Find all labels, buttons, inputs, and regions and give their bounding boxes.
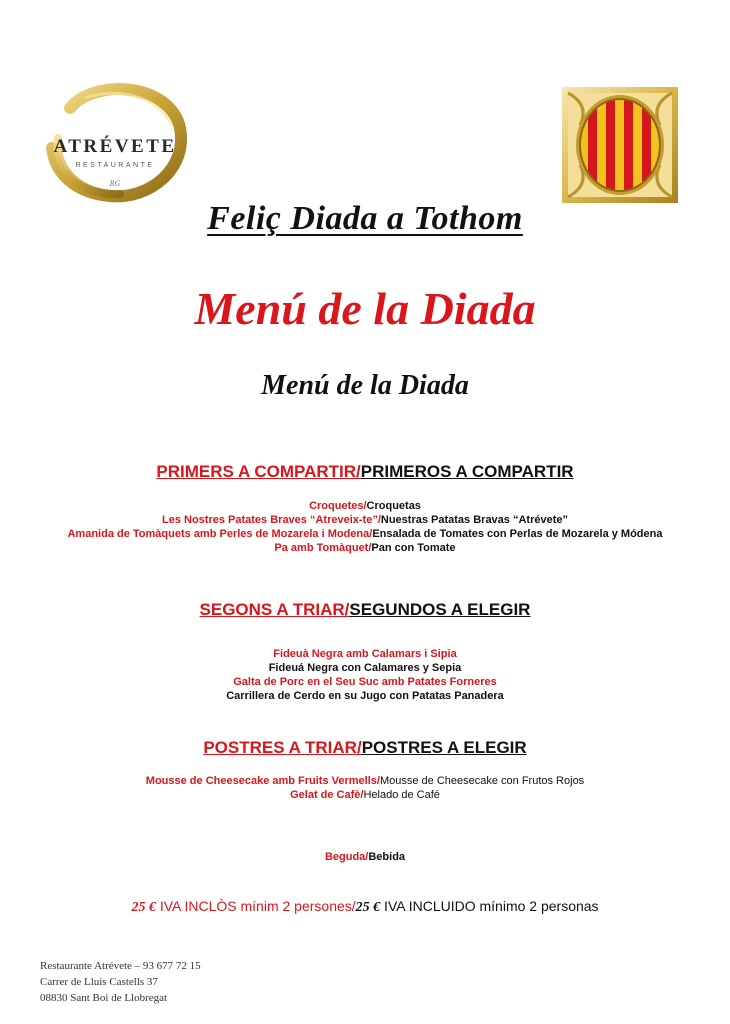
logo-monogram: RG (109, 179, 121, 188)
section-items-primers (0, 499, 730, 555)
menu-item: Fideuà Negra amb Calamars i Sipia (273, 648, 457, 660)
menu-item: Galta de Porc en el Seu Suc amb Patates Forneres (233, 676, 497, 688)
section-heading-postres (0, 738, 730, 758)
price-text-ca: IVA INCLÒS mínim 2 persones/ (155, 898, 356, 914)
menu-item: Carrillera de Cerdo en su Jugo con Patatas Panadera (226, 690, 504, 702)
logo-name: ATRÉVETE (53, 136, 177, 157)
section-heading-es: PRIMEROS A COMPARTIR (360, 462, 574, 481)
section-heading-ca: PRIMERS A COMPARTIR/ (156, 462, 361, 481)
senyera-shield-icon (560, 85, 680, 205)
menu-item: Fideuá Negra con Calamares y Sepia (268, 662, 462, 674)
footer-street-line: Carrer de Lluís Castells 37 (40, 976, 158, 988)
section-items-postres (0, 774, 730, 802)
drink-line: Beguda/Bebida (324, 851, 406, 863)
section-heading-segons (0, 600, 730, 620)
menu-item: Amanida de Tomàquets amb Perles de Mozarela i Modena/Ensalada de Tomates con Perlas de Mozarela y Módena (67, 528, 663, 540)
greeting-heading (0, 200, 730, 238)
greeting-text: Feliç Diada a Tothom (207, 200, 523, 237)
menu-subtitle: Menú de la Diada (261, 370, 469, 401)
section-heading-ca: SEGONS A TRIAR/ (199, 600, 350, 619)
section-heading-primers (0, 462, 730, 482)
catalan-senyera-emblem (560, 85, 680, 205)
menu-item: Croquetes/Croquetas (309, 500, 421, 512)
price-line (0, 898, 730, 916)
footer-address (40, 958, 201, 1006)
footer-city-line: 08830 Sant Boi de Llobregat (40, 992, 168, 1004)
menu-item: Les Nostres Patates Braves “Atreveix-te”/Nuestras Patatas Bravas “Atrévete” (162, 514, 568, 526)
price-amount-es: 25 € (355, 900, 381, 915)
section-items-segons (0, 647, 730, 703)
logo-subtitle: RESTAURANTE (75, 162, 155, 169)
price-amount-ca: 25 € (131, 900, 156, 915)
menu-item: Gelat de Cafè/Helado de Café (290, 789, 440, 801)
menu-title: Menú de la Diada (194, 283, 536, 334)
menu-item: Pa amb Tomàquet/Pan con Tomate (274, 542, 456, 554)
section-heading-es: SEGUNDOS A ELEGIR (349, 600, 531, 619)
menu-item: Mousse de Cheesecake amb Fruits Vermells/Mousse de Cheesecake con Frutos Rojos (145, 775, 585, 787)
section-heading-ca: POSTRES A TRIAR/ (203, 738, 362, 757)
restaurant-logo (40, 78, 190, 203)
footer-phone-line: Restaurante Atrévete – 93 677 72 15 (40, 960, 201, 972)
price-text-es: IVA INCLUIDO mínimo 2 personas (380, 898, 599, 914)
section-heading-es: POSTRES A ELEGIR (361, 738, 527, 757)
